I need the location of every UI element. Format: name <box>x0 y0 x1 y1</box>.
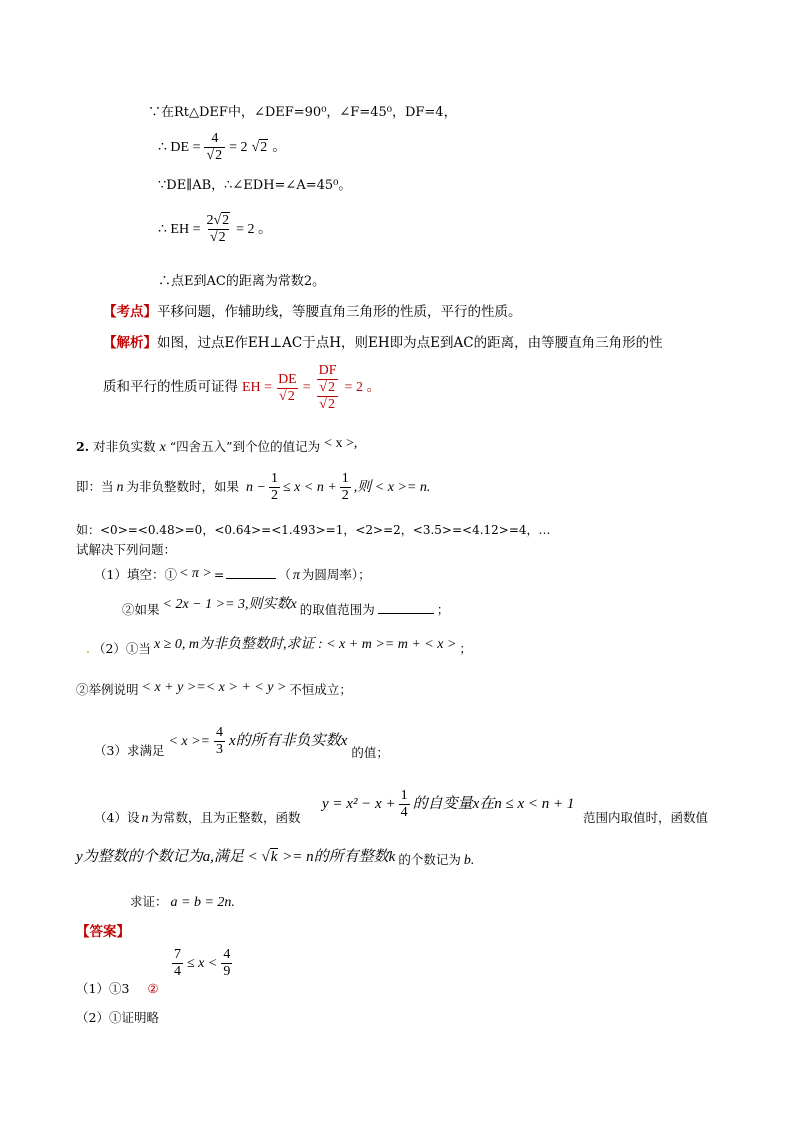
q2-part3 <box>94 725 389 761</box>
q2-part3-label: （3）求满足 <box>94 743 165 759</box>
q2-part4-line2-radicand: k <box>270 849 278 865</box>
q2-part1a <box>94 566 371 583</box>
q2-examples: 如：<0>=<0.48>=0，<0.64>=<1.493>=1，<2>=2，<3.5>=<4.12>=4，… <box>76 523 551 537</box>
jiexi-frac1-num: DE <box>278 371 297 387</box>
answer-line-2: （2）①证明略 <box>76 1010 159 1025</box>
q2-part2a <box>86 637 472 657</box>
jiexi-text: 如图，过点E作EH⊥AC于点H，则EH即为点E到AC的距离，由等腰直角三角形的性 <box>157 335 663 351</box>
answer-frac2-den: 9 <box>223 964 231 979</box>
de-fraction <box>204 132 225 163</box>
q2-part2b-text: 不恒成立； <box>289 682 352 697</box>
q2-proof-label: 求证： <box>130 894 168 909</box>
q2-instruction: 试解决下列问题： <box>76 542 177 557</box>
jiexi-frac2-den-radicand: 2 <box>327 397 335 412</box>
eh-num-radicand: 2 <box>222 213 230 228</box>
jiexi-frac-1 <box>276 373 299 404</box>
q2-part1a-blank[interactable] <box>226 566 276 579</box>
jiexi-eq-sign: = <box>302 380 311 395</box>
q2-part2a-end: ； <box>459 641 472 656</box>
q2-part3-frac <box>214 726 225 757</box>
jiexi-frac-2 <box>315 364 341 412</box>
jiexi-tag: 【解析】 <box>103 335 157 351</box>
answer-ineq: ≤ x < <box>187 955 218 971</box>
solution-line-1: ∵在Rt△DEF中，∠DEF=90⁰，∠F=45⁰，DF=4， <box>148 105 457 120</box>
q2-part4-line2-b: >= n的所有整数k <box>282 849 396 865</box>
q2-part4-n: n <box>141 811 149 826</box>
q2-line2-math3: ,则 < x >= n. <box>353 479 431 495</box>
answer-frac1-num: 7 <box>174 947 181 962</box>
eh-eq: = 2 。 <box>236 221 273 237</box>
jiexi-frac2-den: √2 <box>317 396 338 412</box>
answer-inequality <box>172 948 232 979</box>
q2-number: 2. <box>76 439 90 454</box>
de-sqrt: √2 <box>251 139 268 155</box>
q2-part2b-label: ②举例说明 <box>76 682 139 697</box>
q2-part1a-math: < π > <box>178 566 212 581</box>
solution-line-3: ∵DE∥AB，∴∠EDH=∠A=45⁰。 <box>158 178 352 193</box>
q2-line2-frac2-den: 2 <box>341 488 349 503</box>
de-radicand: 2 <box>260 139 268 155</box>
q2-part4-line1 <box>94 812 300 826</box>
q2-part3-math1: < x >= <box>168 733 211 749</box>
q2-line2-b: 为非负整数时，如果 <box>126 479 240 495</box>
q2-part4-frac-num: 1 <box>400 788 408 803</box>
answer-frac1-den: 4 <box>174 964 181 979</box>
q2-part4-tail: 范围内取值时，函数值 <box>583 810 709 825</box>
q2-part2a-label: （2）①当 <box>92 641 151 656</box>
q2-proof <box>130 896 235 910</box>
answer-part1b-marker: ② <box>147 981 159 996</box>
q2-part3-frac-den: 3 <box>216 742 224 757</box>
q2-line2-frac1-den: 2 <box>270 488 278 503</box>
q2-part2b <box>76 680 352 698</box>
answer-line-1 <box>76 983 159 996</box>
q2-part1a-note: 为圆周率）； <box>301 567 371 582</box>
q2-part4-line2-a: y为整数的个数记为a,满足 < <box>76 849 258 865</box>
jiexi-frac2-inner-num: DF <box>318 363 337 378</box>
kaodian-tag: 【考点】 <box>103 304 157 320</box>
kaodian-line <box>103 306 522 320</box>
q2-line2-math1: n − <box>246 479 266 495</box>
q2-part4-formula-a: y = x² − x + <box>322 796 396 812</box>
q2-part4-frac <box>399 789 410 820</box>
jiexi-line2-prefix: 质和平行的性质可证得 <box>103 379 238 396</box>
de-frac-num: 4 <box>211 131 219 146</box>
q2-part4-line2 <box>76 849 475 868</box>
q2-part4-label: （4）设 <box>94 810 140 825</box>
answer-frac-2 <box>221 948 232 979</box>
q2-line2-frac1-num: 1 <box>270 471 278 486</box>
jiexi-eq-end: = 2 。 <box>344 380 381 395</box>
jiexi-line-2 <box>103 364 380 412</box>
jiexi-frac2-inner-den-radicand: 2 <box>327 380 335 395</box>
answer-part1a: （1）①3 <box>76 981 130 996</box>
q2-part4-text: 为常数，且为正整数，函数 <box>150 810 301 825</box>
q2-part1a-pi: π <box>292 568 300 583</box>
q2-line1-b: “四舍五入”到个位的值记为 <box>169 439 321 454</box>
q2-part1b-text: 的取值范围为 <box>299 602 375 617</box>
q2-line2-frac2 <box>340 472 351 503</box>
q2-line2-math2: ≤ x < n + <box>282 479 337 495</box>
q2-part3-math2: x的所有非负实数x <box>229 733 348 749</box>
answer-frac2-num: 4 <box>223 947 231 962</box>
solution-line-4 <box>158 214 272 245</box>
answer-frac-1 <box>172 948 183 979</box>
q2-line1-c: < x >, <box>324 436 358 451</box>
q2-line2-a: 即：当 <box>76 479 114 495</box>
q2-line-2 <box>76 472 430 503</box>
eh-num-coef: 2 <box>206 213 214 228</box>
q2-part1b-end: ； <box>436 602 450 617</box>
jiexi-eh-prefix: EH = <box>242 380 273 395</box>
q2-part4-formula-b: 的自变量x在n ≤ x < n + 1 <box>412 796 575 812</box>
q2-part2a-math: x ≥ 0, m为非负整数时,求证 : < x + m >= m + < x > <box>153 637 457 652</box>
q2-line2-frac2-num: 1 <box>341 471 349 486</box>
de-frac-den: √2 <box>204 147 225 163</box>
q2-part1a-open: （ <box>278 567 291 582</box>
jiexi-line-1 <box>103 337 663 351</box>
q2-part2a-dot: . <box>86 641 90 656</box>
jiexi-frac1-den: √2 <box>277 388 298 404</box>
q2-line2-frac1 <box>269 472 280 503</box>
q2-line1-x: x <box>159 440 166 455</box>
q2-part1a-label: （1）填空：① <box>94 567 177 582</box>
q2-line2-n: n <box>116 479 124 495</box>
q2-part1b-label: ②如果 <box>122 602 160 617</box>
eh-frac-den: √2 <box>208 229 229 245</box>
jiexi-frac1-den-radicand: 2 <box>287 388 295 404</box>
de-eq: = 2 <box>229 139 248 155</box>
q2-proof-math: a = b = 2n. <box>170 895 235 910</box>
jiexi-frac2-inner <box>317 364 339 395</box>
solution-line-5: ∴点E到AC的距离为常数2。 <box>158 274 326 289</box>
de-frac-den-radicand: 2 <box>215 148 223 163</box>
eh-fraction <box>204 214 232 245</box>
de-prefix: ∴ DE = <box>158 139 201 155</box>
q2-part4-line2-b-var: b. <box>463 853 475 868</box>
q2-part4-formula <box>322 789 574 820</box>
q2-part2b-math: < x + y >=< x > + < y > <box>141 680 287 695</box>
eh-prefix: ∴ EH = <box>158 221 201 237</box>
q2-part3-frac-num: 4 <box>216 725 224 740</box>
q2-part1b <box>122 597 450 618</box>
q2-line1-a: 对非负实数 <box>93 439 156 454</box>
q2-part1a-eq: = <box>213 567 225 582</box>
q2-part1b-blank[interactable] <box>378 601 434 614</box>
jiexi-frac2-inner-den: √2 <box>317 379 338 395</box>
kaodian-text: 平移问题，作辅助线，等腰直角三角形的性质，平行的性质。 <box>157 304 522 320</box>
eh-frac-num: 2√2 <box>206 213 230 228</box>
q2-part4-line2-text: 的个数记为 <box>398 852 461 867</box>
q2-part3-end: 的值； <box>351 745 389 761</box>
jiexi-frac2-num <box>315 364 341 396</box>
q2-part1b-math: < 2x − 1 >= 3,则实数x <box>162 597 297 612</box>
solution-line-2 <box>158 132 286 163</box>
de-end: 。 <box>272 139 287 155</box>
q2-part4-line2-math: y为整数的个数记为a,满足 < √k >= n的所有整数k <box>76 849 396 865</box>
eh-den-radicand: 2 <box>218 230 226 245</box>
q2-part4-frac-den: 4 <box>400 805 408 820</box>
q2-line-1 <box>76 436 358 455</box>
answer-tag: 【答案】 <box>76 924 130 940</box>
